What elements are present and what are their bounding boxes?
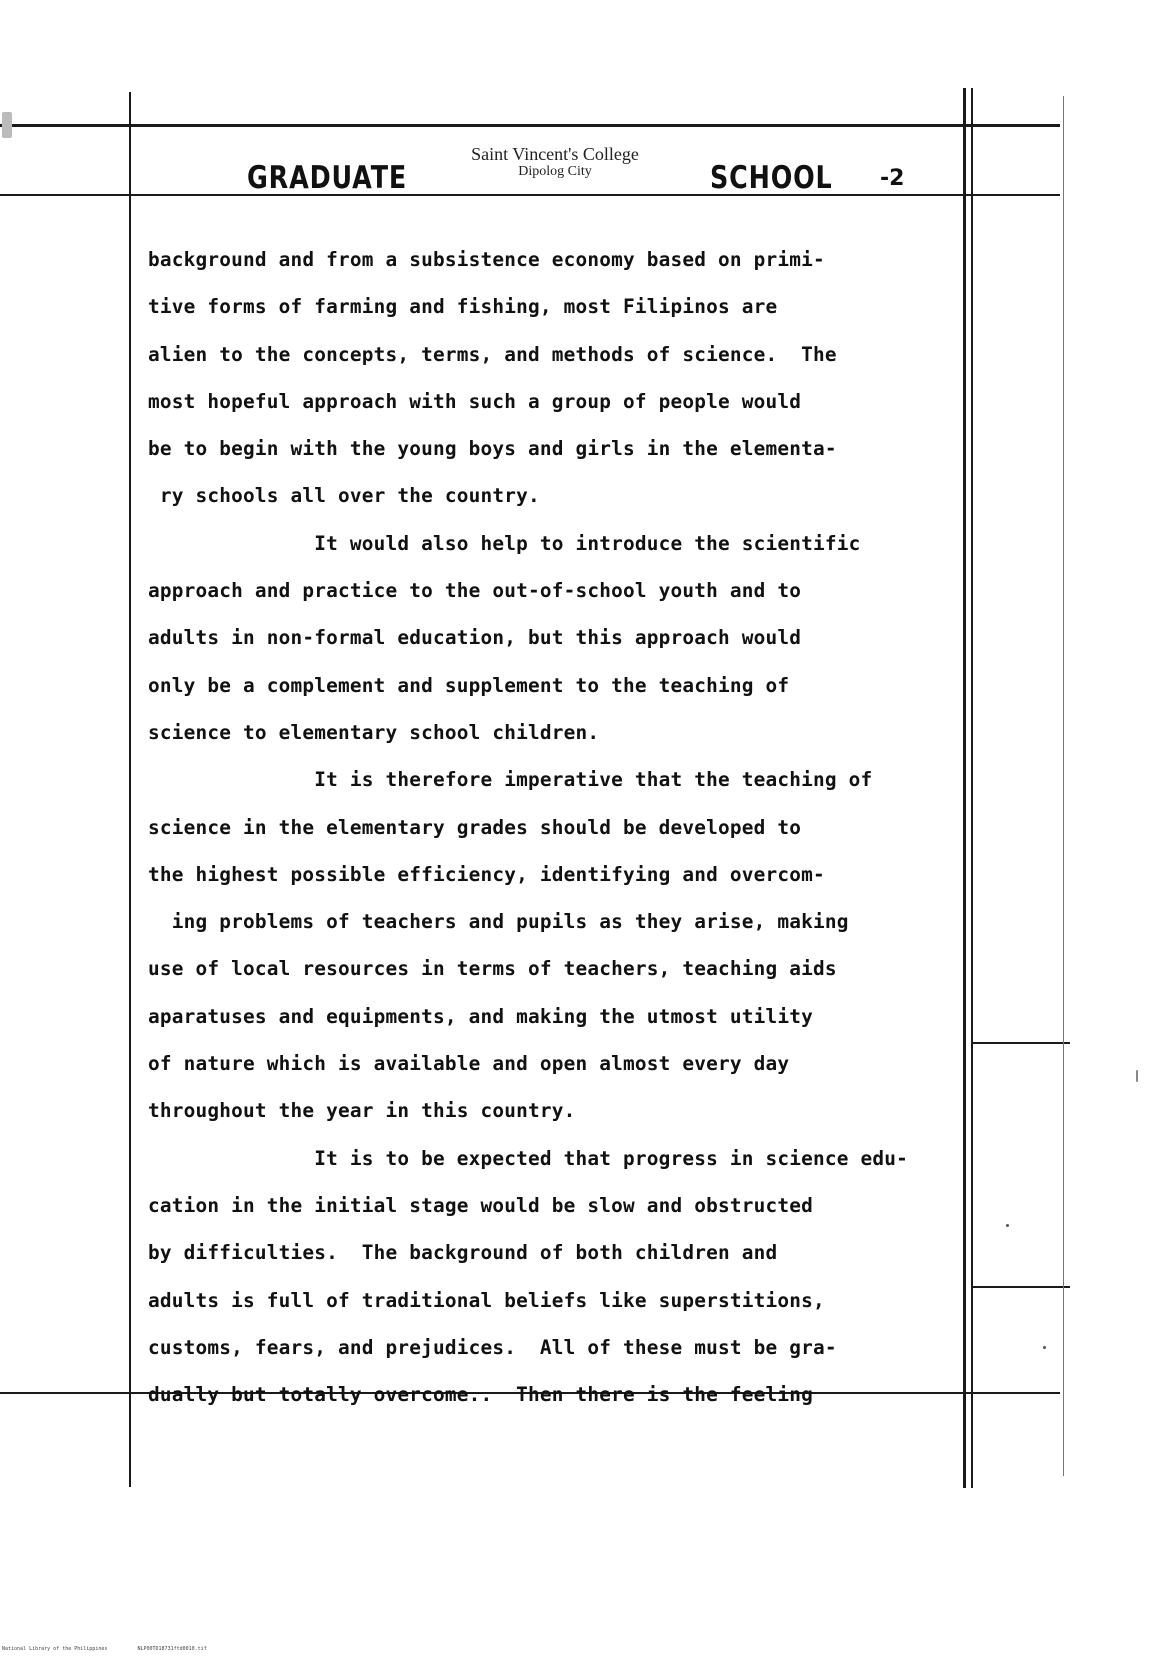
text-line: It is therefore imperative that the teaching of [148,768,873,792]
text-line: be to begin with the young boys and girls in the elementa- [148,437,837,461]
text-line: by difficulties. The background of both children and [148,1241,778,1265]
right-side-rule-2 [973,1286,1070,1288]
text-line: use of local resources in terms of teachers, teaching aids [148,957,837,981]
text-line: approach and practice to the out-of-school youth and to [148,579,802,603]
text-line: the highest possible efficiency, identifying and overcom- [148,862,825,886]
header-bottom-rule [0,194,1060,196]
text-line: only be a complement and supplement to the teaching of [148,673,790,697]
institution-city: Dipolog City [518,164,592,179]
text-line: science to elementary school children. [148,720,600,744]
scan-speck [1136,1070,1138,1082]
right-side-rule-1 [973,1042,1070,1044]
text-line: most hopeful approach with such a group of people would [148,389,802,413]
text-line: It is to be expected that progress in science edu- [148,1146,908,1170]
text-line: tive forms of farming and fishing, most Filipinos are [148,295,778,319]
scan-speck [1006,1224,1009,1227]
text-line: science in the elementary grades should be developed to [148,815,802,839]
text-line: background and from a subsistence economy based on primi- [148,248,825,271]
text-line: aparatuses and equipments, and making the utmost utility [148,1004,813,1028]
scan-footer [2,1646,207,1652]
footer-library: National Library of the Philippines [2,1646,108,1652]
text-line: alien to the concepts, terms, and methods of science. The [148,342,837,366]
text-line: adults is full of traditional beliefs like superstitions, [148,1288,825,1312]
text-line: It would also help to introduce the scientific [148,531,861,555]
scan-speck [1043,1346,1046,1349]
body-text [148,236,978,1418]
text-line: customs, fears, and prejudices. All of these must be gra- [148,1335,837,1359]
text-line: ry schools all over the country. [148,484,540,508]
scan-speck [2,112,12,138]
text-line: dually but totally overcome.. Then there is the feeling [148,1383,813,1407]
top-rule [0,124,1060,127]
footer-file-id: NLP00TD18731ftd0010.tif [137,1646,207,1652]
left-margin-rule [129,92,131,1487]
right-edge-rule [1063,96,1064,1476]
institution-name: Saint Vincent's College [471,144,639,164]
header-graduate: GRADUATE [247,160,408,196]
text-line: cation in the initial stage would be slow and obstructed [148,1193,813,1217]
text-line: ing problems of teachers and pupils as they arise, making [148,910,849,934]
text-line: of nature which is available and open almost every day [148,1052,790,1076]
page-number: -2 [880,166,905,191]
text-line: adults in non-formal education, but this approach would [148,626,802,650]
text-line: throughout the year in this country. [148,1099,576,1123]
header-school: SCHOOL [710,160,833,196]
